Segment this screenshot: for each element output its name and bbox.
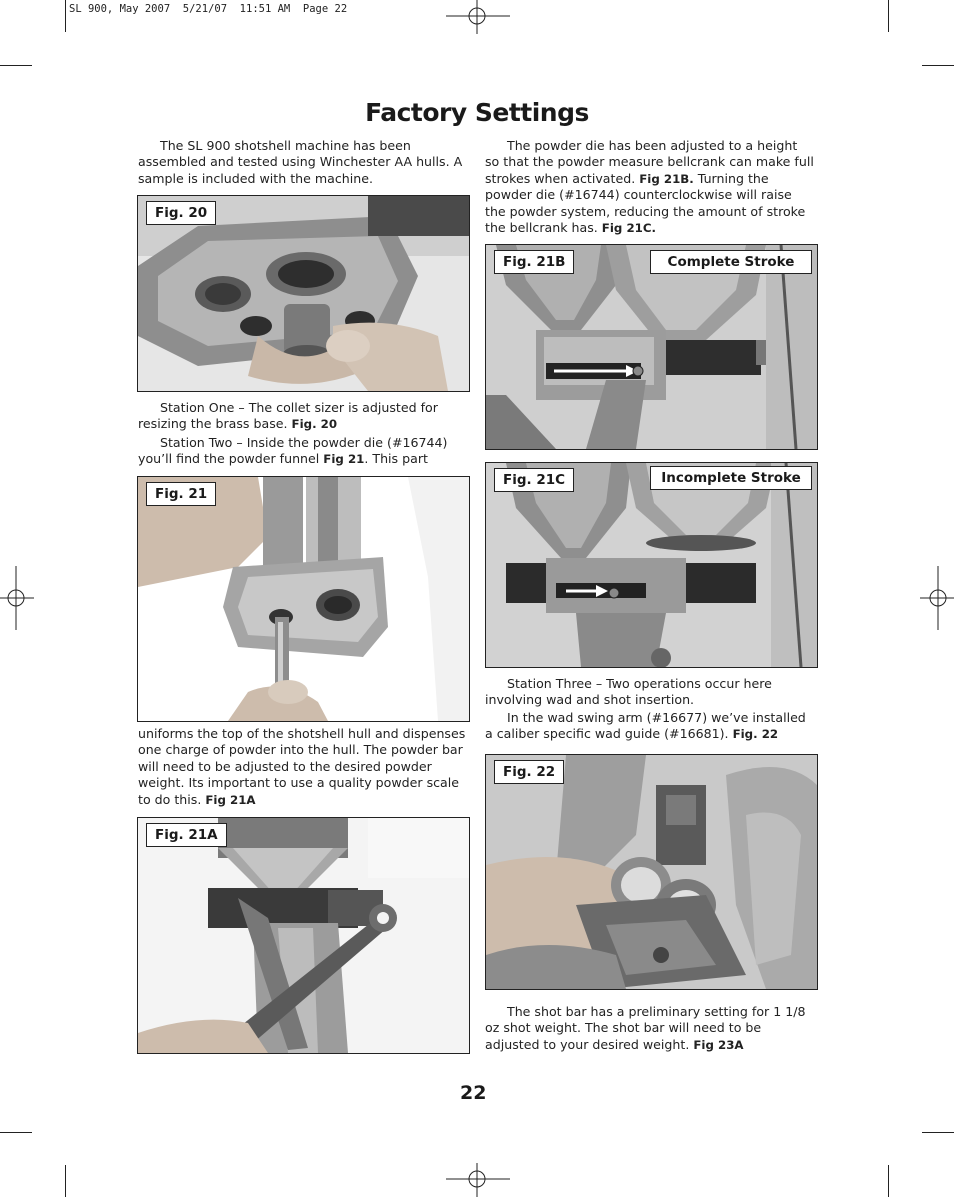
- shot-bar-figure-ref: Fig 23A: [693, 1037, 744, 1052]
- crop-mark: [922, 65, 954, 66]
- page-number: 22: [460, 1082, 487, 1104]
- figure-22-label: Fig. 22: [494, 760, 564, 784]
- figure-20: [137, 195, 470, 392]
- registration-mark-icon: [920, 566, 954, 630]
- print-slug: SL 900, May 2007 5/21/07 11:51 AM Page 22: [69, 3, 348, 15]
- incomplete-stroke-photo: [486, 463, 817, 667]
- uniforms-figure-ref: Fig 21A: [205, 792, 256, 807]
- station-two-figure-ref: Fig 21: [323, 452, 365, 467]
- powder-die-text-2: Turning the powder die (#16744) counterclockwise will raise the powder system, reducing the amount of stroke the bellcrank has.: [485, 170, 806, 236]
- registration-mark-icon: [446, 1163, 510, 1197]
- station-three-text: Station Three – Two operations occur here involving wad and shot insertion.: [485, 676, 772, 708]
- station-one-paragraph: [138, 400, 470, 433]
- figure-20-label: Fig. 20: [146, 201, 216, 225]
- collet-sizer-photo: [138, 196, 469, 391]
- powder-die-figure-ref-1: Fig 21B.: [639, 171, 694, 186]
- crop-mark: [0, 1132, 32, 1133]
- station-one-figure-ref: Fig. 20: [291, 417, 338, 432]
- registration-mark-icon: [0, 566, 34, 630]
- figure-21b: [485, 244, 818, 450]
- crop-mark: [65, 0, 66, 32]
- station-three-paragraph: [485, 676, 815, 709]
- intro-paragraph: [138, 138, 470, 187]
- figure-21c-label: Fig. 21C: [494, 468, 574, 492]
- wad-guide-photo: [486, 755, 817, 989]
- uniforms-paragraph: [138, 726, 470, 808]
- figure-21a-label: Fig. 21A: [146, 823, 227, 847]
- shot-bar-paragraph: [485, 1004, 815, 1053]
- crop-mark: [888, 1165, 889, 1197]
- complete-stroke-label: Complete Stroke: [650, 250, 812, 274]
- page-title: Factory Settings: [365, 98, 589, 127]
- crop-mark: [888, 0, 889, 32]
- crop-mark: [65, 1165, 66, 1197]
- powder-die-paragraph: [485, 138, 815, 236]
- powder-bar-photo: [138, 818, 469, 1053]
- complete-stroke-photo: [486, 245, 817, 449]
- station-one-text: Station One – The collet sizer is adjusted for resizing the brass base.: [138, 400, 438, 432]
- figure-21c: [485, 462, 818, 668]
- station-two-tail: . This part: [364, 451, 428, 467]
- registration-mark-icon: [446, 0, 510, 34]
- wad-paragraph: [485, 710, 815, 743]
- figure-21-label: Fig. 21: [146, 482, 216, 506]
- powder-die-text: The powder die has been adjusted to a height so that the powder measure bellcrank can make full strokes when activated.: [485, 138, 814, 186]
- powder-die-photo: [138, 477, 469, 721]
- station-two-paragraph: [138, 435, 470, 468]
- shot-bar-text: The shot bar has a preliminary setting for 1 1/8 oz shot weight. The shot bar will need to be adjusted to your desired weight.: [485, 1004, 806, 1052]
- wad-text: In the wad swing arm (#16677) we’ve installed a caliber specific wad guide (#16681).: [485, 710, 806, 742]
- figure-22: [485, 754, 818, 990]
- figure-21a: [137, 817, 470, 1054]
- crop-mark: [922, 1132, 954, 1133]
- crop-mark: [0, 65, 32, 66]
- wad-figure-ref: Fig. 22: [732, 727, 779, 742]
- figure-21: [137, 476, 470, 722]
- intro-text: The SL 900 shotshell machine has been assembled and tested using Winchester AA hulls. A sample is included with the machine.: [138, 138, 463, 186]
- figure-21b-label: Fig. 21B: [494, 250, 574, 274]
- incomplete-stroke-label: Incomplete Stroke: [650, 466, 812, 490]
- uniforms-text: uniforms the top of the shotshell hull and dispenses one charge of powder into the hull. The powder bar will need to be adjusted to the desired powder weight. Its important to use a quality powder scale to do this.: [138, 726, 466, 807]
- station-two-text: Station Two – Inside the powder die (#16744) you’ll find the powder funnel: [138, 435, 448, 467]
- powder-die-figure-ref-2: Fig 21C.: [601, 221, 657, 236]
